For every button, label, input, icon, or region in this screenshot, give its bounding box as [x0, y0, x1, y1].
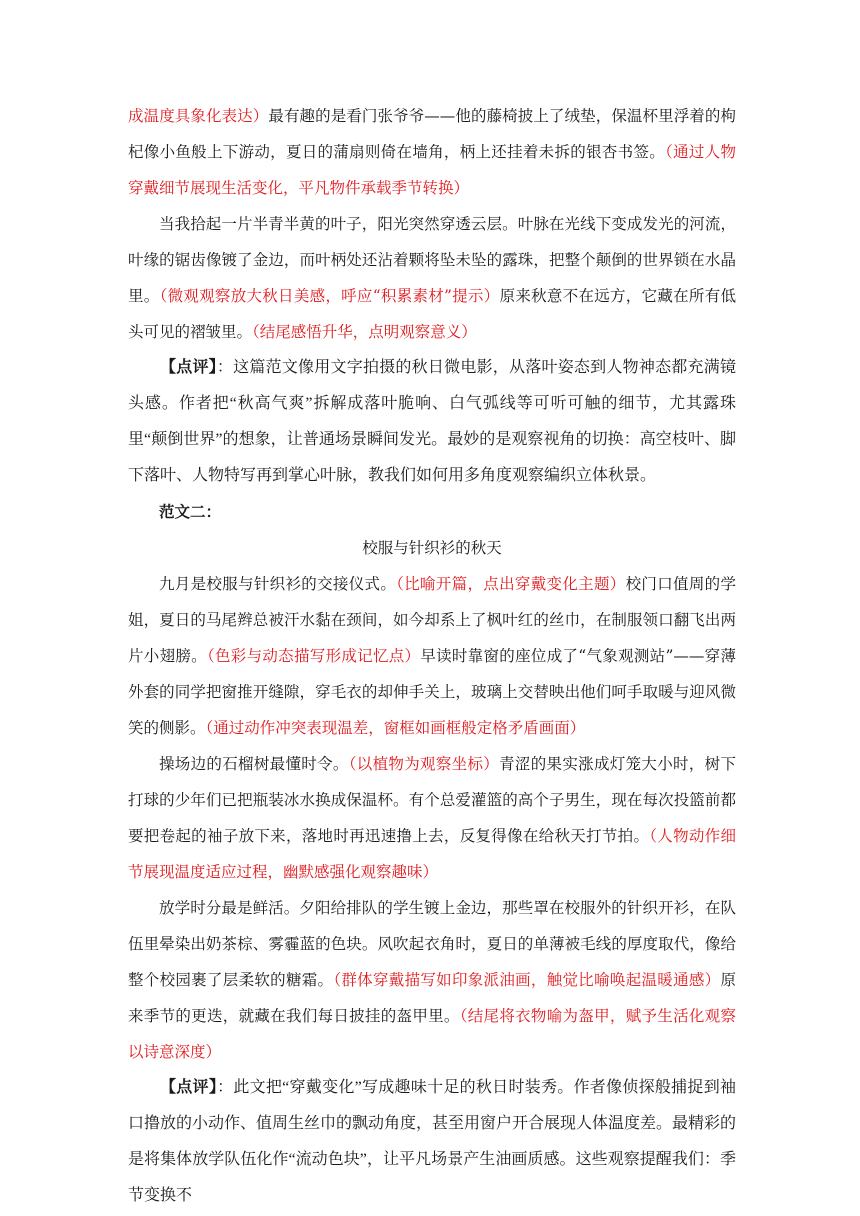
paragraph-text: 最有趣的是看门张爷爷——他的藤椅披上了绒垫，保温杯里浮着的枸杞像小鱼般上下游动，夏日的蒲扇则倚在墙角，柄上还挂着未拆的银杏书签。 — [128, 107, 736, 161]
paragraph-text: 青涩的果实涨成灯笼大小时，树下打球的少年们已把瓶装冰水换成保温杯。有个总爱灌篮的高个子男生，现在每次投篮前都要把卷起的袖子放下来，落地时再迅速撸上去，反复得像在给秋天打节拍。 — [128, 755, 736, 845]
annotation: （通过人物穿戴细节展现生活变化，平凡物件承载季节转换） — [128, 143, 736, 197]
essay2-paragraph-1 — [128, 566, 736, 746]
annotation: （比喻开篇，点出穿戴变化主题） — [396, 575, 626, 593]
annotation: （结尾感悟升华，点明观察意义） — [252, 323, 477, 341]
review-label: 【点评】 — [160, 1079, 218, 1096]
paragraph-text: 当我拾起一片半青半黄的叶子，阳光突然穿透云层。叶脉在光线下变成发光的河流，叶缘的锯齿像镀了金边，而叶柄处还沾着颗将坠未坠的露珠，把整个颠倒的世界锁在水晶里。 — [128, 215, 736, 305]
annotation: （通过动作冲突表现温差，窗框如画框般定格矛盾画面） — [205, 719, 586, 737]
annotation: （人物动作细节展现温度适应过程，幽默感强化观察趣味） — [128, 827, 736, 881]
essay2-paragraph-3 — [128, 890, 736, 1070]
document-body — [128, 98, 736, 1214]
annotation: （结尾将衣物喻为盔甲，赋予生活化观察以诗意深度） — [128, 1007, 736, 1061]
essay1-paragraph-continued — [128, 98, 736, 206]
paragraph-text: 校门口值周的学姐，夏日的马尾辫总被汗水黏在颈间，如今却系上了枫叶红的丝巾，在制服领口翻飞出两片小翅膀。 — [128, 575, 736, 665]
annotation: （色彩与动态描写形成记忆点） — [206, 647, 421, 665]
essay2-title: 校服与针织衫的秋天 — [362, 539, 502, 557]
paragraph-text: 早读时靠窗的座位成了“气象观测站”——穿薄外套的同学把窗推开缝隙，穿毛衣的却伸手关上，玻璃上交替映出他们呵手取暖与迎风微笑的侧影。 — [128, 647, 736, 737]
essay2-heading: 范文二： — [159, 502, 222, 521]
paragraph-text: 九月是校服与针织衫的交接仪式。 — [159, 575, 397, 593]
annotation: 成温度具象化表达） — [128, 107, 269, 125]
paragraph-text: 原来秋意不在远方，它藏在所有低头可见的褶皱里。 — [128, 287, 736, 341]
essay1-paragraph-closing — [128, 206, 736, 350]
essay2-paragraph-2 — [128, 746, 736, 890]
annotation: （以植物为观察坐标） — [348, 755, 500, 773]
review-text: ：这篇范文像用文字拍摄的秋日微电影，从落叶姿态到人物神态都充满镜头感。作者把“秋高气爽”拆解成落叶脆响、白气弧线等可听可触的细节，尤其露珠里“颠倒世界”的想象，让普通场景瞬间发光。最妙的是观察视角的切换：高空枝叶、脚下落叶、人物特写再到掌心叶脉，教我们如何用多角度观察编织立体秋景。 — [128, 359, 736, 484]
paragraph-text: 放学时分最是鲜活。夕阳给排队的学生镀上金边，那些罩在校服外的针织开衫，在队伍里晕染出奶茶棕、雾霾蓝的色块。风吹起衣角时，夏日的单薄被毛线的厚度取代，像给整个校园裹了层柔软的糖霜。 — [128, 899, 736, 989]
annotation: （微观观察放大秋日美感，呼应“积累素材”提示） — [159, 287, 500, 305]
review-label: 【点评】 — [160, 359, 217, 376]
paragraph-text: 操场边的石榴树最懂时令。 — [159, 755, 349, 773]
review-text: ：此文把“穿戴变化”写成趣味十足的秋日时装秀。作者像侦探般捕捉到袖口撸放的小动作、值周生丝巾的飘动角度，甚至用窗户开合展现人体温度差。最精彩的是将集体放学队伍化作“流动色块”，让平凡场景产生油画质感。这些观察提醒我们：季节变换不 — [128, 1079, 737, 1204]
essay2-review — [128, 1070, 736, 1214]
paragraph-text: 原来季节的更迭，就藏在我们每日披挂的盔甲里。 — [128, 971, 736, 1025]
annotation: （群体穿戴描写如印象派油画，触觉比喻唤起温暖通感） — [333, 971, 721, 989]
essay1-review — [128, 350, 736, 494]
